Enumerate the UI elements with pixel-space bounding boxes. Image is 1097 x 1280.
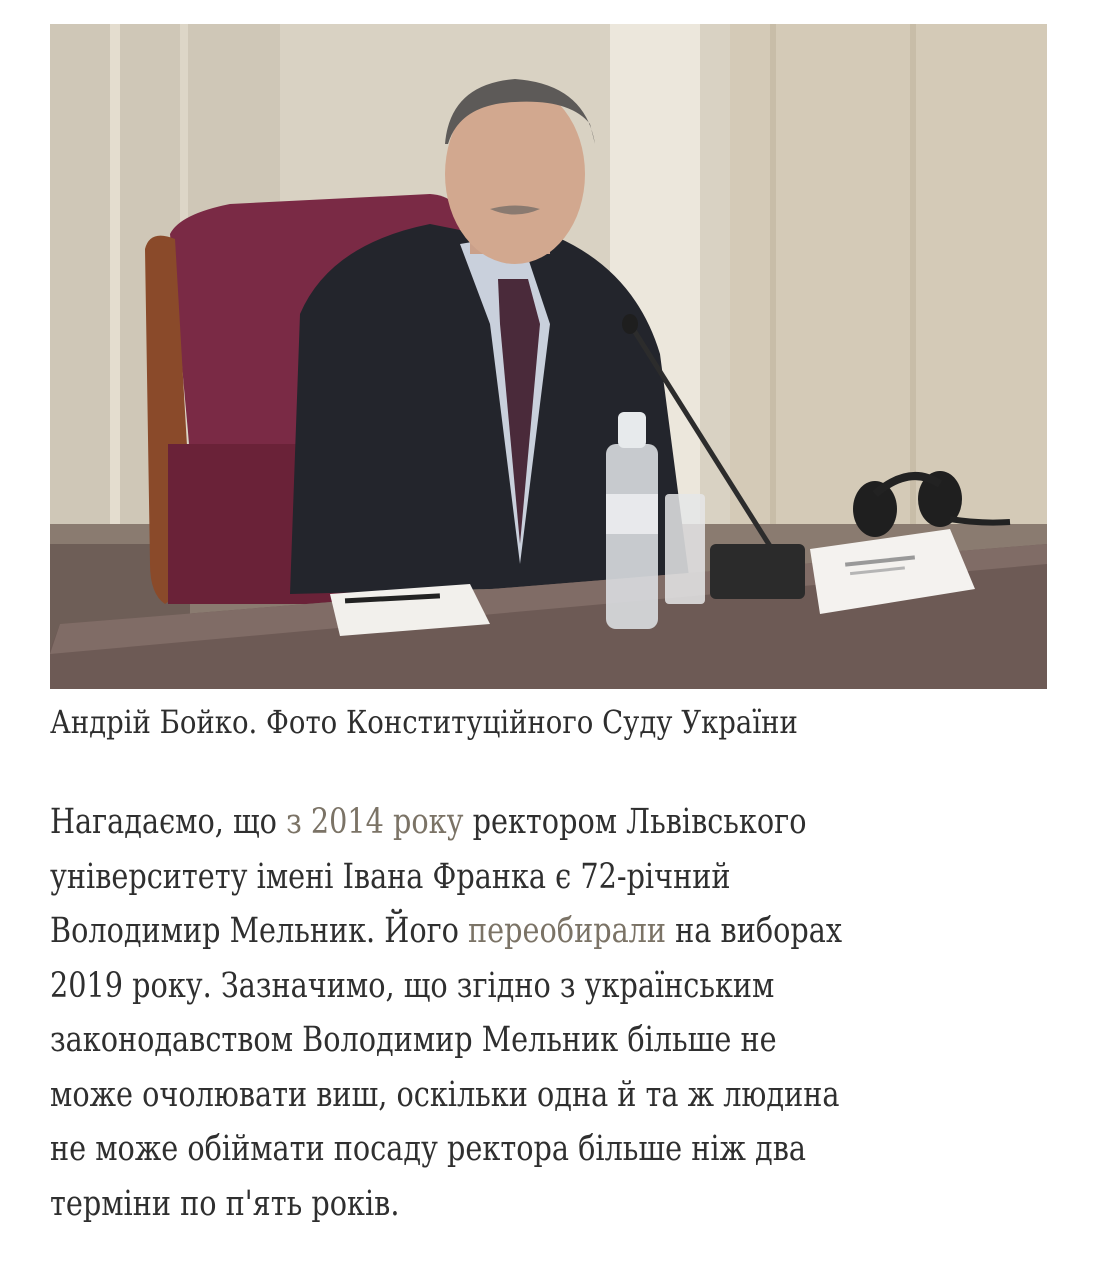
- photo-image: [50, 24, 1047, 689]
- link-reelected[interactable]: переобирали: [468, 911, 667, 951]
- text-line-8: терміни по п'ять років.: [50, 1183, 400, 1224]
- text-line-5: законодавством Володимир Мельник більше не: [50, 1020, 777, 1060]
- article-body: [50, 795, 993, 1231]
- text-line-7: не може обіймати посаду ректора більше ніж два: [50, 1129, 806, 1169]
- text-line-3: Володимир Мельник. Його переобирали на виборах: [50, 911, 843, 951]
- text-line-1: Нагадаємо, що з 2014 року ректором Львівського: [50, 802, 807, 842]
- text-line-6: може очолювати виш, оскільки одна й та ж людина: [50, 1074, 840, 1115]
- text-line-2: університету імені Івана Франка є 72-річний: [50, 856, 731, 897]
- link-since-2014[interactable]: з 2014 року: [286, 802, 464, 842]
- text-line-4: 2019 року. Зазначимо, що згідно з українським: [50, 965, 775, 1006]
- photo-caption: Андрій Бойко. Фото Конституційного Суду України: [50, 703, 798, 741]
- article-paragraph: [50, 795, 993, 1231]
- article-photo[interactable]: [50, 24, 1047, 689]
